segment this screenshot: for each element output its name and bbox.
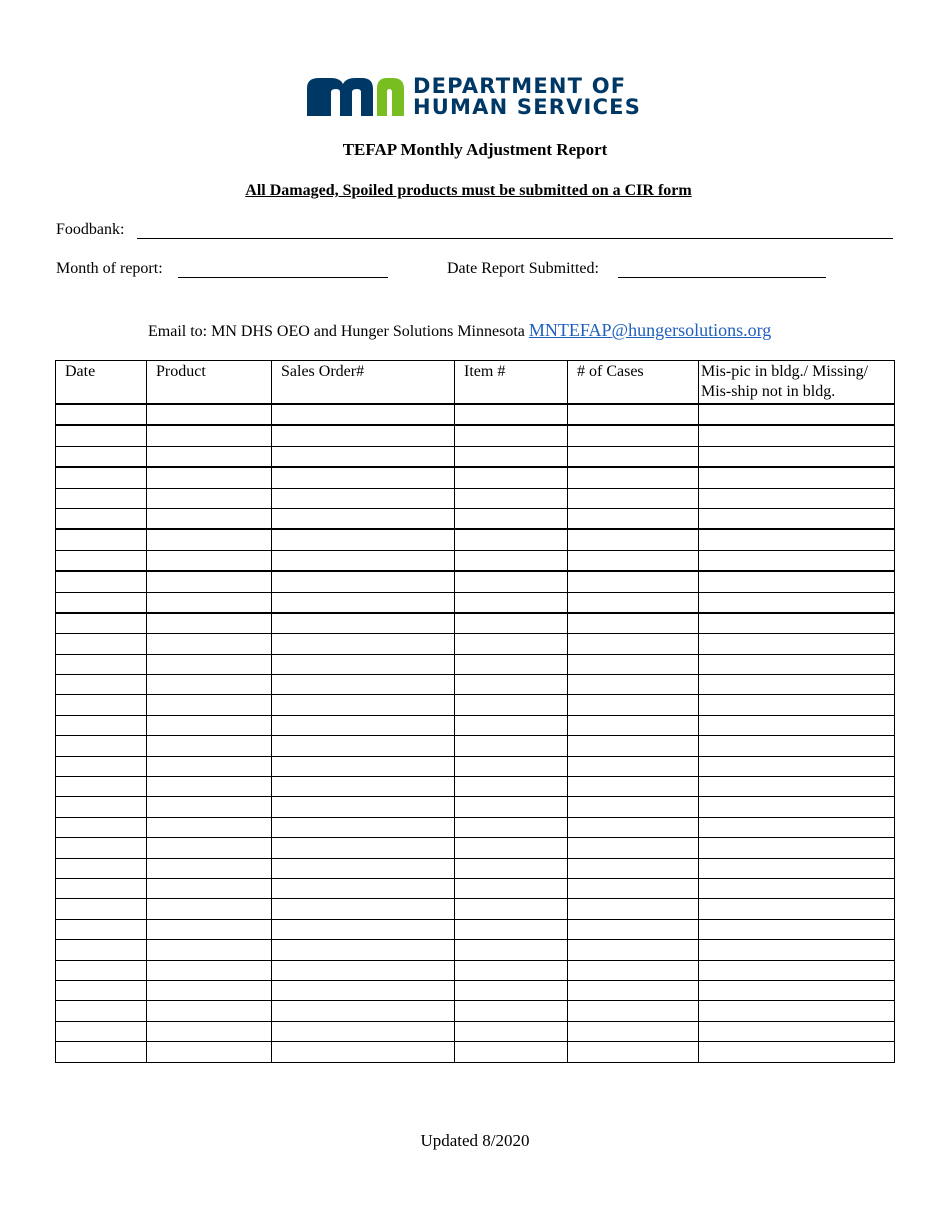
table-cell[interactable] (272, 592, 455, 613)
table-cell[interactable] (699, 1042, 895, 1062)
table-cell[interactable] (56, 425, 147, 446)
table-cell[interactable] (147, 467, 272, 488)
table-cell[interactable] (56, 940, 147, 960)
table-cell[interactable] (272, 817, 455, 837)
table-row (56, 1021, 895, 1041)
table-cell[interactable] (455, 695, 568, 715)
table-row (56, 736, 895, 756)
table-cell[interactable] (568, 571, 699, 592)
table-cell[interactable] (568, 404, 699, 425)
table-cell[interactable] (455, 404, 568, 425)
table-cell[interactable] (455, 654, 568, 674)
email-instruction (148, 320, 771, 341)
table-cell[interactable] (56, 508, 147, 529)
table-cell[interactable] (56, 858, 147, 878)
table-row (56, 1001, 895, 1021)
table-cell[interactable] (568, 736, 699, 756)
col-header-sales-order: Sales Order# (272, 361, 455, 405)
table-row (56, 817, 895, 837)
table-cell[interactable] (568, 838, 699, 858)
table-row (56, 592, 895, 613)
table-cell[interactable] (147, 919, 272, 939)
table-cell[interactable] (147, 654, 272, 674)
table-cell[interactable] (699, 425, 895, 446)
table-cell[interactable] (699, 899, 895, 919)
table-row (56, 756, 895, 776)
table-cell[interactable] (455, 613, 568, 634)
table-cell[interactable] (272, 736, 455, 756)
table-cell[interactable] (147, 529, 272, 550)
table-row (56, 980, 895, 1000)
table-cell[interactable] (568, 613, 699, 634)
email-link[interactable]: MNTEFAP@hungersolutions.org (528, 320, 772, 340)
table-row (56, 878, 895, 898)
table-row (56, 654, 895, 674)
table-row (56, 467, 895, 488)
table-cell[interactable] (147, 838, 272, 858)
col-header-date: Date (56, 361, 147, 405)
table-row (56, 529, 895, 550)
table-cell[interactable] (568, 654, 699, 674)
table-cell[interactable] (455, 817, 568, 837)
table-cell[interactable] (272, 550, 455, 571)
date-submitted-label: Date Report Submitted: (447, 260, 599, 277)
table-cell[interactable] (147, 715, 272, 735)
table-cell[interactable] (455, 425, 568, 446)
foodbank-label: Foodbank: (56, 221, 125, 238)
table-cell[interactable] (272, 425, 455, 446)
table-cell[interactable] (699, 940, 895, 960)
adjustment-table (55, 360, 895, 1063)
table-cell[interactable] (699, 404, 895, 425)
table-cell[interactable] (272, 777, 455, 797)
table-cell[interactable] (699, 467, 895, 488)
dhs-logo (307, 74, 647, 120)
table-cell[interactable] (455, 777, 568, 797)
table-cell[interactable] (272, 858, 455, 878)
table-cell[interactable] (56, 467, 147, 488)
foodbank-field[interactable] (137, 238, 893, 239)
table-cell[interactable] (699, 571, 895, 592)
table-cell[interactable] (455, 736, 568, 756)
table-row (56, 797, 895, 817)
table-row (56, 1042, 895, 1062)
table-row (56, 838, 895, 858)
table-cell[interactable] (568, 858, 699, 878)
table-row (56, 695, 895, 715)
table-cell[interactable] (56, 550, 147, 571)
table-row (56, 508, 895, 529)
table-cell[interactable] (56, 919, 147, 939)
table-cell[interactable] (272, 940, 455, 960)
table-cell[interactable] (568, 960, 699, 980)
table-cell[interactable] (272, 446, 455, 467)
table-cell[interactable] (568, 1021, 699, 1041)
table-cell[interactable] (699, 858, 895, 878)
table-cell[interactable] (147, 878, 272, 898)
table-cell[interactable] (147, 858, 272, 878)
table-cell[interactable] (699, 878, 895, 898)
table-cell[interactable] (568, 817, 699, 837)
table-cell[interactable] (147, 960, 272, 980)
table-row (56, 550, 895, 571)
table-cell[interactable] (568, 1001, 699, 1021)
table-cell[interactable] (568, 878, 699, 898)
table-cell[interactable] (56, 878, 147, 898)
table-cell[interactable] (699, 919, 895, 939)
table-cell[interactable] (272, 467, 455, 488)
table-cell[interactable] (455, 940, 568, 960)
table-cell[interactable] (568, 508, 699, 529)
table-cell[interactable] (455, 550, 568, 571)
table-cell[interactable] (147, 446, 272, 467)
table-cell[interactable] (699, 529, 895, 550)
table-cell[interactable] (455, 797, 568, 817)
table-cell[interactable] (56, 613, 147, 634)
table-cell[interactable] (455, 675, 568, 695)
table-cell[interactable] (147, 592, 272, 613)
table-row (56, 613, 895, 634)
logo-line-2: HUMAN SERVICES (413, 95, 642, 119)
table-row (56, 446, 895, 467)
table-cell[interactable] (272, 613, 455, 634)
table-row (56, 675, 895, 695)
table-cell[interactable] (568, 529, 699, 550)
table-cell[interactable] (699, 634, 895, 654)
table-cell[interactable] (455, 592, 568, 613)
table-cell[interactable] (147, 634, 272, 654)
table-cell[interactable] (455, 1001, 568, 1021)
table-cell[interactable] (568, 756, 699, 776)
table-cell[interactable] (699, 777, 895, 797)
table-row (56, 777, 895, 797)
table-cell[interactable] (699, 817, 895, 837)
table-cell[interactable] (147, 404, 272, 425)
table-row (56, 425, 895, 446)
table-cell[interactable] (699, 613, 895, 634)
table-cell[interactable] (147, 940, 272, 960)
table-cell[interactable] (568, 634, 699, 654)
table-cell[interactable] (272, 529, 455, 550)
table-cell[interactable] (147, 899, 272, 919)
table-cell[interactable] (568, 446, 699, 467)
table-cell[interactable] (56, 1042, 147, 1062)
table-cell[interactable] (272, 899, 455, 919)
table-cell[interactable] (568, 425, 699, 446)
table-cell[interactable] (699, 715, 895, 735)
table-cell[interactable] (56, 1021, 147, 1041)
table-cell[interactable] (455, 634, 568, 654)
table-row (56, 571, 895, 592)
table-cell[interactable] (699, 1001, 895, 1021)
table-cell[interactable] (272, 634, 455, 654)
table-cell[interactable] (147, 550, 272, 571)
table-cell[interactable] (272, 838, 455, 858)
table-cell[interactable] (56, 1001, 147, 1021)
table-cell[interactable] (455, 756, 568, 776)
table-cell[interactable] (272, 675, 455, 695)
table-cell[interactable] (56, 899, 147, 919)
table-cell[interactable] (455, 715, 568, 735)
col-header-item: Item # (455, 361, 568, 405)
table-row (56, 940, 895, 960)
table-cell[interactable] (147, 425, 272, 446)
table-cell[interactable] (272, 1021, 455, 1041)
updated-date: Updated 8/2020 (420, 1131, 530, 1150)
table-cell[interactable] (272, 695, 455, 715)
table-cell[interactable] (147, 736, 272, 756)
table-cell[interactable] (699, 508, 895, 529)
table-cell[interactable] (147, 756, 272, 776)
table-cell[interactable] (56, 777, 147, 797)
table-cell[interactable] (699, 1021, 895, 1041)
table-cell[interactable] (455, 529, 568, 550)
table-cell[interactable] (455, 858, 568, 878)
table-cell[interactable] (699, 654, 895, 674)
table-cell[interactable] (56, 634, 147, 654)
table-cell[interactable] (568, 675, 699, 695)
table-cell[interactable] (56, 838, 147, 858)
table-cell[interactable] (568, 467, 699, 488)
email-prefix: Email to: MN DHS OEO and Hunger Solutions Minnesota (148, 323, 525, 340)
table-cell[interactable] (147, 1021, 272, 1041)
table-cell[interactable] (147, 675, 272, 695)
table-cell[interactable] (272, 980, 455, 1000)
table-cell[interactable] (455, 488, 568, 508)
table-cell[interactable] (455, 446, 568, 467)
col-header-mispick: Mis-pic in bldg./ Missing/ Mis-ship not in bldg. (699, 361, 895, 405)
table-row (56, 919, 895, 939)
table-cell[interactable] (56, 817, 147, 837)
table-cell[interactable] (699, 695, 895, 715)
table-cell[interactable] (455, 980, 568, 1000)
table-cell[interactable] (568, 940, 699, 960)
table-cell[interactable] (56, 715, 147, 735)
table-cell[interactable] (455, 960, 568, 980)
table-cell[interactable] (568, 980, 699, 1000)
table-cell[interactable] (699, 446, 895, 467)
table-cell[interactable] (699, 550, 895, 571)
table-cell[interactable] (455, 838, 568, 858)
table-cell[interactable] (455, 919, 568, 939)
table-cell[interactable] (147, 695, 272, 715)
table-cell[interactable] (455, 1021, 568, 1041)
table-cell[interactable] (568, 777, 699, 797)
table-cell[interactable] (56, 404, 147, 425)
table-row (56, 404, 895, 425)
table-cell[interactable] (699, 838, 895, 858)
table-cell[interactable] (568, 695, 699, 715)
mn-logo-icon (307, 74, 405, 120)
table-cell[interactable] (272, 404, 455, 425)
table-row (56, 488, 895, 508)
table-cell[interactable] (56, 675, 147, 695)
table-row (56, 858, 895, 878)
table-cell[interactable] (568, 919, 699, 939)
month-label: Month of report: (56, 260, 163, 277)
table-cell[interactable] (568, 592, 699, 613)
table-cell[interactable] (455, 571, 568, 592)
table-cell[interactable] (147, 1001, 272, 1021)
table-cell[interactable] (455, 467, 568, 488)
table-cell[interactable] (147, 797, 272, 817)
logo-line-1: DEPARTMENT OF (413, 74, 627, 98)
table-body (56, 404, 895, 1062)
table-cell[interactable] (699, 488, 895, 508)
table-cell[interactable] (147, 571, 272, 592)
table-cell[interactable] (568, 715, 699, 735)
report-title: TEFAP Monthly Adjustment Report (342, 140, 608, 159)
table-cell[interactable] (568, 550, 699, 571)
table-cell[interactable] (699, 980, 895, 1000)
month-field[interactable] (178, 277, 388, 278)
table-cell[interactable] (699, 756, 895, 776)
table-cell[interactable] (272, 797, 455, 817)
cir-notice: All Damaged, Spoiled products must be submitted on a CIR form (245, 182, 692, 199)
table-cell[interactable] (455, 899, 568, 919)
table-cell[interactable] (699, 736, 895, 756)
table-cell[interactable] (56, 592, 147, 613)
table-cell[interactable] (455, 1042, 568, 1062)
date-submitted-field[interactable] (618, 277, 826, 278)
table-row (56, 715, 895, 735)
table-cell[interactable] (568, 899, 699, 919)
col-header-cases: # of Cases (568, 361, 699, 405)
table-cell[interactable] (699, 797, 895, 817)
table-cell[interactable] (56, 960, 147, 980)
table-cell[interactable] (56, 529, 147, 550)
table-cell[interactable] (272, 756, 455, 776)
table-cell[interactable] (147, 777, 272, 797)
table-cell[interactable] (56, 756, 147, 776)
table-cell[interactable] (147, 613, 272, 634)
table-cell[interactable] (147, 488, 272, 508)
table-cell[interactable] (699, 675, 895, 695)
table-cell[interactable] (56, 736, 147, 756)
table-cell[interactable] (56, 797, 147, 817)
table-cell[interactable] (272, 919, 455, 939)
table-cell[interactable] (272, 878, 455, 898)
table-cell[interactable] (56, 980, 147, 1000)
table-cell[interactable] (568, 488, 699, 508)
table-cell[interactable] (272, 488, 455, 508)
table-cell[interactable] (272, 654, 455, 674)
table-cell[interactable] (272, 960, 455, 980)
table-cell[interactable] (147, 817, 272, 837)
table-cell[interactable] (147, 508, 272, 529)
table-cell[interactable] (56, 571, 147, 592)
table-cell[interactable] (56, 654, 147, 674)
table-cell[interactable] (455, 508, 568, 529)
table-cell[interactable] (272, 571, 455, 592)
table-cell[interactable] (568, 797, 699, 817)
table-cell[interactable] (147, 980, 272, 1000)
table-cell[interactable] (56, 488, 147, 508)
table-cell[interactable] (56, 446, 147, 467)
table-cell[interactable] (272, 715, 455, 735)
table-cell[interactable] (455, 878, 568, 898)
col-header-product: Product (147, 361, 272, 405)
table-row (56, 634, 895, 654)
table-cell[interactable] (272, 508, 455, 529)
table-cell[interactable] (272, 1001, 455, 1021)
table-cell[interactable] (147, 1042, 272, 1062)
table-header-row (56, 361, 895, 405)
table-row (56, 960, 895, 980)
table-cell[interactable] (568, 1042, 699, 1062)
table-cell[interactable] (272, 1042, 455, 1062)
table-cell[interactable] (699, 592, 895, 613)
table-row (56, 899, 895, 919)
table-cell[interactable] (56, 695, 147, 715)
table-cell[interactable] (699, 960, 895, 980)
